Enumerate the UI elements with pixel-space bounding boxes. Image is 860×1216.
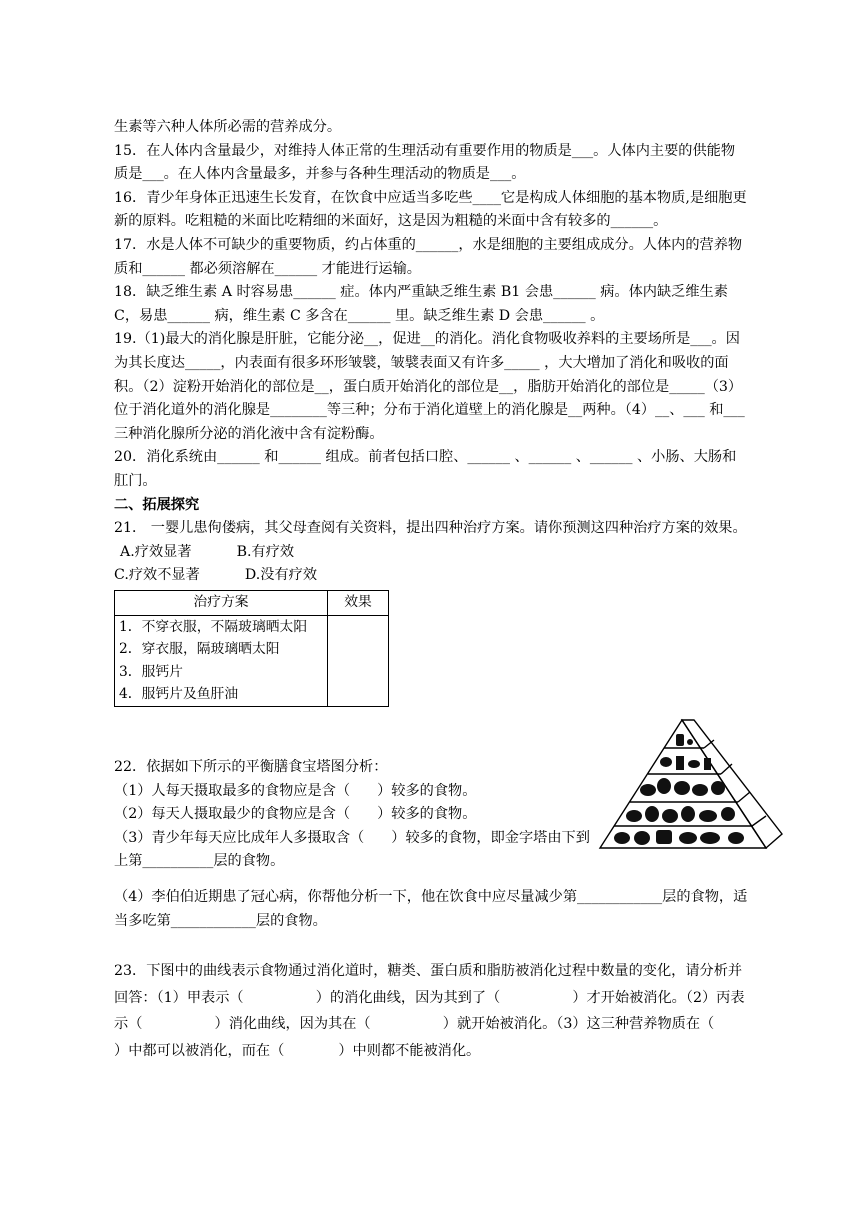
intro-line: 生素等六种人体所必需的营养成分。	[114, 119, 342, 135]
plan-row-4: 4．服钙片及鱼肝油	[119, 686, 239, 703]
question-15: 15．在人体内含量最少，对维持人体正常的生理活动有重要作用的物质是___。人体内主要的供能物质是___。在人体内含量最多，并参与各种生理活动的物质是___。	[114, 142, 736, 183]
question-23	[114, 958, 787, 1064]
questions-15-20	[114, 116, 748, 707]
question-19: 19.（1)最大的消化腺是肝脏，它能分泌__，促进__的消化。消化食物吸收养料的主要场所是___。因为其长度达_____，内表面有很多环形皱襞，皱襞表面又有许多_____ ，大大增加了消化和吸收的面积。（2）淀粉开始消化的部位是__，蛋白质开始消化的部位是__，脂肪开始消化的部位是_____（3）位于消化道外的消化腺是________等三种；分布于消化道壁上的消化腺是__两种。（4）__、___ 和___三种消化腺所分泌的消化液中含有淀粉酶。	[114, 331, 745, 442]
plan-row-2: 2．穿衣服，隔玻璃晒太阳	[119, 641, 280, 658]
question-22-tail	[114, 886, 748, 933]
plan-row-1: 1．不穿衣服，不隔玻璃晒太阳	[119, 618, 308, 635]
question-18: 18．缺乏维生素 A 时容易患______ 症。体内严重缺乏维生素 B1 会患______ 病。体内缺乏维生素 C，易患______ 病，维生素 C 多含在______ 里。缺乏维生素 D 会患______ 。	[114, 284, 733, 324]
plan-row-3: 3．服钙片	[119, 663, 183, 680]
header-effect: 效果	[328, 590, 389, 615]
plan-cell	[115, 615, 328, 706]
question-21-stem: 21． 一婴儿患佝偻病，其父母查阅有关资料，提出四种治疗方案。请你预测这四种治疗方案的效果。	[114, 520, 747, 537]
section-heading: 二、拓展探究	[114, 496, 200, 513]
question-22-part-4: （4）李伯伯近期患了冠心病，你帮他分析一下，他在饮食中应尽量减少第____________层的食物，适当多吃第____________层的食物。	[114, 889, 748, 929]
question-21-choices-2: C.疗效不显著 D.没有疗效	[114, 567, 318, 584]
question-22-part-1: （1）人每天摄取最多的食物应是含（ ）较多的食物。	[114, 782, 477, 799]
question-22-stem: 22．依据如下所示的平衡膳食宝塔图分析：	[114, 759, 388, 775]
table-body-row	[115, 615, 389, 706]
question-22	[114, 756, 594, 874]
question-23-text: 23．下图中的曲线表示食物通过消化道时，糖类、蛋白质和脂肪被消化过程中数量的变化，请分析并回答：（1）甲表示（ ）的消化曲线，因为其到了（ ）才开始被消化。（2）丙表示（ ）消化曲线，因为其在（ ）就开始被消化。（3）这三种营养物质在（ ）中都可以被消化，而在（ ）中则都不能被消化。	[114, 963, 787, 1059]
food-pyramid-image	[596, 716, 786, 866]
table-header-row	[115, 590, 389, 615]
treatment-table	[114, 590, 389, 707]
question-21-choices-1: A.疗效显著 B.有疗效	[120, 543, 295, 560]
effect-answer-cell[interactable]	[328, 615, 389, 706]
header-plan: 治疗方案	[115, 590, 328, 615]
question-16: 16．青少年身体正迅速生长发育，在饮食中应适当多吃些____它是构成人体细胞的基本物质,是细胞更新的原料。吃粗糙的米面比吃精细的米面好，这是因为粗糙的米面中含有较多的______。	[114, 189, 747, 230]
question-22-part-3: （3）青少年每天应比成年人多摄取含（ ）较多的食物，即金字塔由下到上第__________层的食物。	[114, 829, 590, 870]
question-20: 20．消化系统由______ 和______ 组成。前者包括口腔、______ 、______ 、______ 、小肠、大肠和肛门。	[114, 449, 737, 489]
question-17: 17．水是人体不可缺少的重要物质，约占体重的______，水是细胞的主要组成成分。人体内的营养物质和______ 都必须溶解在______ 才能进行运输。	[114, 236, 743, 277]
question-22-part-2: （2）每天人摄取最少的食物应是含（ ）较多的食物。	[114, 806, 477, 823]
